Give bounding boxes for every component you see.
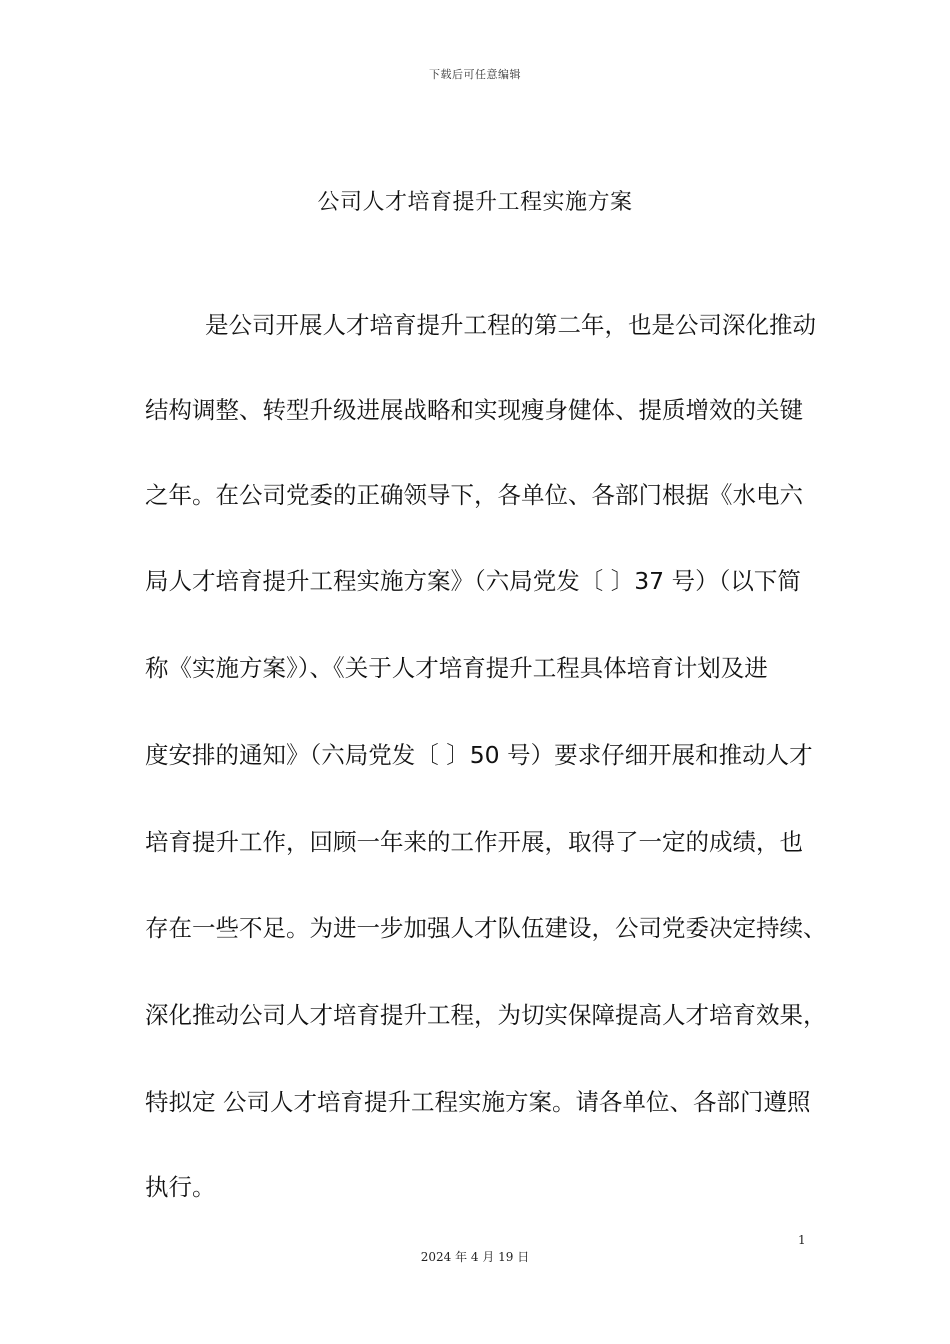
paragraph-line: 特拟定 公司人才培育提升工程实施方案。请各单位、各部门遵照 — [145, 1088, 811, 1116]
paragraph-line: 存在一些不足。为进一步加强人才队伍建设，公司党委决定持续、 — [145, 914, 827, 942]
paragraph-line: 结构调整、转型升级进展战略和实现瘦身健体、提质增效的关键 — [145, 396, 803, 424]
paragraph-line: 培育提升工作，回顾一年来的工作开展，取得了一定的成绩，也 — [145, 828, 803, 856]
paragraph-line: 局人才培育提升工程实施方案》（六局党发〔 〕37 号）（以下简 — [145, 567, 801, 595]
paragraph-line: 称《实施方案》）、《关于人才培育提升工程具体培育计划及进 — [145, 654, 768, 682]
paragraph-line: 之年。在公司党委的正确领导下，各单位、各部门根据《水电六 — [145, 481, 803, 509]
document-title: 公司人才培育提升工程实施方案 — [317, 190, 633, 215]
paragraph-line: 度安排的通知》（六局党发〔 〕50 号）要求仔细开展和推动人才 — [145, 741, 813, 769]
page-number: 1 — [798, 1233, 806, 1247]
paragraph-line: 执行。 — [145, 1173, 216, 1201]
footer-date: 2024 年 4 月 19 日 — [420, 1250, 530, 1264]
header-note: 下载后可任意编辑 — [429, 68, 521, 81]
paragraph-line: 深化推动公司人才培育提升工程，为切实保障提高人才培育效果， — [145, 1001, 827, 1029]
paragraph-line: 是公司开展人才培育提升工程的第二年，也是公司深化推动 — [205, 311, 816, 339]
